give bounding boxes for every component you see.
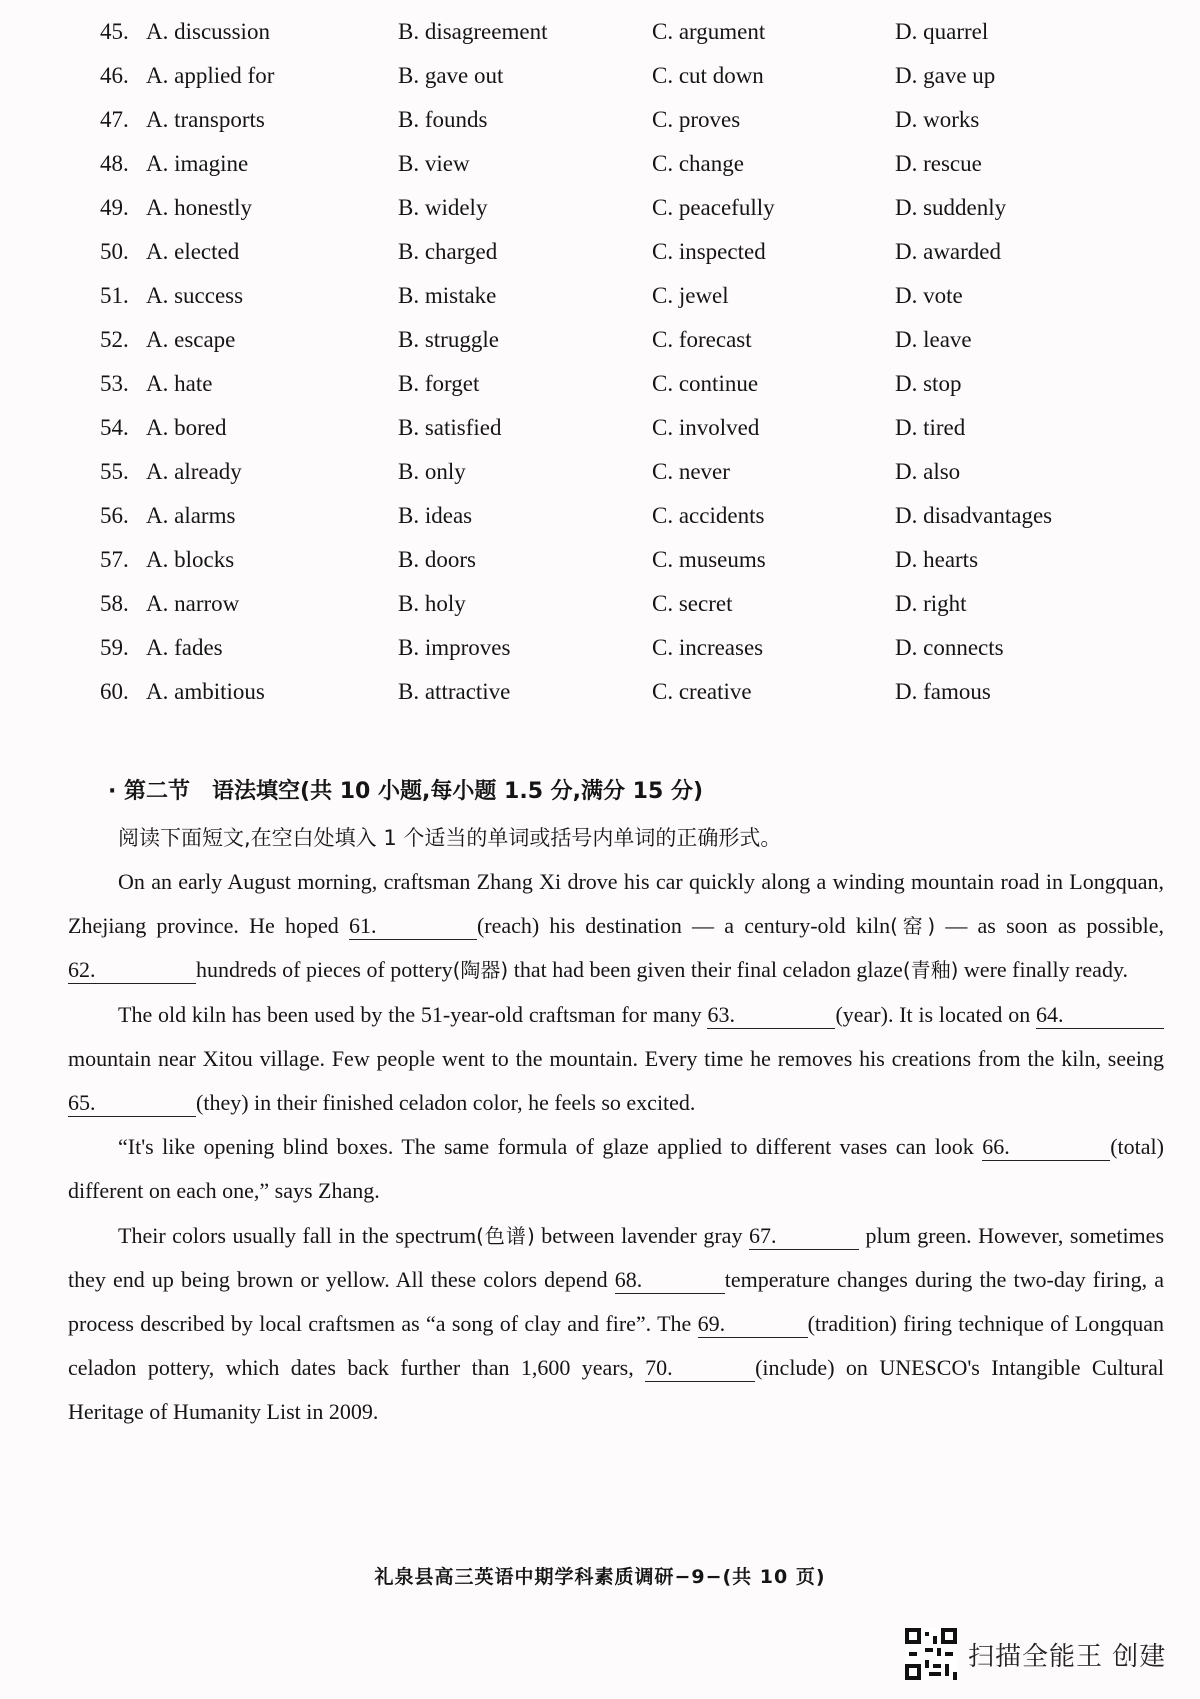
- page-footer: 礼泉县高三英语中期学科素质调研−9−(共 10 页): [374, 1566, 826, 1588]
- option-b[interactable]: B. view: [398, 151, 470, 176]
- option-d[interactable]: D. connects: [895, 635, 1004, 660]
- question-row: [100, 540, 1120, 580]
- question-row: [100, 56, 1120, 96]
- option-b[interactable]: B. ideas: [398, 503, 473, 528]
- option-d[interactable]: D. hearts: [895, 547, 979, 572]
- option-a[interactable]: A. alarms: [146, 503, 236, 528]
- question-number: 60.: [100, 679, 129, 704]
- question-row: [100, 12, 1120, 52]
- passage-text: (tradition) firing technique of Longquan celadon pottery, which dates back further than 1,600 years,: [68, 1311, 1164, 1381]
- question-number: 52.: [100, 327, 129, 352]
- option-c[interactable]: C. jewel: [652, 283, 729, 308]
- passage-paragraph: [68, 1214, 1164, 1435]
- passage-text: Their colors usually fall in the spectrum: [118, 1222, 477, 1248]
- option-d[interactable]: D. right: [895, 591, 967, 616]
- option-a[interactable]: A. success: [146, 283, 244, 308]
- question-number: 48.: [100, 151, 129, 176]
- option-a[interactable]: A. imagine: [146, 151, 249, 176]
- passage-text: (reach) his destination — a century-old kiln: [476, 913, 891, 939]
- option-a[interactable]: A. hate: [146, 371, 213, 396]
- question-row: [100, 188, 1120, 228]
- passage-text: (total) different on each one,” says Zhang.: [68, 1134, 1164, 1204]
- passage-text: between lavender gray: [534, 1222, 749, 1248]
- option-b[interactable]: B. mistake: [398, 283, 497, 308]
- option-b[interactable]: B. doors: [398, 547, 476, 572]
- option-c[interactable]: C. increases: [652, 635, 764, 660]
- option-a[interactable]: A. elected: [146, 239, 240, 264]
- blank-62[interactable]: 62.: [68, 957, 196, 984]
- option-b[interactable]: B. struggle: [398, 327, 499, 352]
- section-instruction: 阅读下面短文,在空白处填入 1 个适当的单词或括号内单词的正确形式。: [118, 826, 782, 850]
- option-a[interactable]: A. blocks: [146, 547, 235, 572]
- question-row: [100, 320, 1120, 360]
- option-c[interactable]: C. change: [652, 151, 744, 176]
- option-c[interactable]: C. continue: [652, 371, 759, 396]
- passage-paragraph: [68, 860, 1164, 993]
- option-b[interactable]: B. widely: [398, 195, 488, 220]
- question-row: [100, 100, 1120, 140]
- blank-70[interactable]: 70.: [645, 1355, 755, 1382]
- option-c[interactable]: C. never: [652, 459, 730, 484]
- blank-69[interactable]: 69.: [698, 1311, 808, 1338]
- question-row: [100, 496, 1120, 536]
- gloss-glaze: (青釉): [902, 958, 959, 983]
- option-d[interactable]: D. disadvantages: [895, 503, 1053, 528]
- passage-paragraph: [68, 993, 1164, 1126]
- option-d[interactable]: D. vote: [895, 283, 963, 308]
- gloss-spectrum: (色谱): [476, 1223, 535, 1248]
- option-c[interactable]: C. involved: [652, 415, 760, 440]
- option-c[interactable]: C. museums: [652, 547, 766, 572]
- option-b[interactable]: B. disagreement: [398, 19, 548, 44]
- passage-text: plum green. However, sometimes they end up being brown or yellow. All these colors depend: [68, 1222, 1164, 1292]
- option-c[interactable]: C. accidents: [652, 503, 765, 528]
- gloss-pottery: (陶器): [452, 958, 509, 983]
- question-number: 49.: [100, 195, 129, 220]
- question-number: 45.: [100, 19, 129, 44]
- option-d[interactable]: D. quarrel: [895, 19, 989, 44]
- passage-text: The old kiln has been used by the 51-year-old craftsman for many: [118, 1001, 708, 1027]
- option-c[interactable]: C. peacefully: [652, 195, 775, 220]
- option-d[interactable]: D. awarded: [895, 239, 1002, 264]
- option-d[interactable]: D. also: [895, 459, 961, 484]
- qr-code-icon: [905, 1628, 957, 1680]
- passage-text: hundreds of pieces of pottery: [196, 957, 453, 983]
- option-d[interactable]: D. tired: [895, 415, 966, 440]
- option-a[interactable]: A. transports: [146, 107, 265, 132]
- question-number: 51.: [100, 283, 129, 308]
- passage-text: On an early August morning, craftsman Zhang Xi drove his car quickly along a winding mountain road in Longquan, Zhejiang province. He hoped: [68, 869, 1164, 939]
- blank-63[interactable]: 63.: [707, 1002, 835, 1029]
- passage-text: temperature changes during the two-day firing, a process described by local craftsmen as “a song of clay and fire”. The: [68, 1266, 1165, 1337]
- passage-text: “It's like opening blind boxes. The same formula of glaze applied to different vases can look: [118, 1134, 983, 1160]
- question-number: 47.: [100, 107, 129, 132]
- option-a[interactable]: A. already: [146, 459, 242, 484]
- question-row: [100, 364, 1120, 404]
- section-title: 第二节 语法填空(共 10 小题,每小题 1.5 分,满分 15 分): [124, 779, 704, 804]
- option-c[interactable]: C. inspected: [652, 239, 766, 264]
- question-row: [100, 276, 1120, 316]
- option-c[interactable]: C. creative: [652, 679, 752, 704]
- passage-text: were finally ready.: [958, 957, 1129, 983]
- option-a[interactable]: A. applied for: [146, 63, 275, 88]
- gloss-kiln: (窑): [890, 914, 936, 939]
- passage-text: (they) in their finished celadon color, he feels so excited.: [196, 1090, 696, 1116]
- option-b[interactable]: B. attractive: [398, 679, 511, 704]
- option-b[interactable]: B. forget: [398, 371, 480, 396]
- question-number: 50.: [100, 239, 129, 264]
- passage-text: that had been given their final celadon glaze: [508, 957, 903, 983]
- option-a[interactable]: A. fades: [146, 635, 223, 660]
- question-row: [100, 584, 1120, 624]
- question-row: [100, 672, 1120, 712]
- blank-61[interactable]: 61.: [349, 913, 477, 940]
- question-number: 59.: [100, 635, 129, 660]
- question-row: [100, 628, 1120, 668]
- option-d[interactable]: D. gave up: [895, 63, 996, 88]
- option-d[interactable]: D. rescue: [895, 151, 982, 176]
- question-number: 56.: [100, 503, 129, 528]
- passage-text: mountain near Xitou village. Few people went to the mountain. Every time he removes his creations from the kiln, seeing: [68, 1045, 1164, 1071]
- option-a[interactable]: A. ambitious: [146, 679, 265, 704]
- option-b[interactable]: B. charged: [398, 239, 498, 264]
- blank-68[interactable]: 68.: [615, 1267, 725, 1294]
- question-number: 46.: [100, 63, 129, 88]
- option-c[interactable]: C. argument: [652, 19, 766, 44]
- option-a[interactable]: A. narrow: [146, 591, 240, 616]
- passage-text: (year). It is located on: [835, 1001, 1036, 1027]
- question-row: [100, 144, 1120, 184]
- option-a[interactable]: A. bored: [146, 415, 227, 440]
- question-number: 54.: [100, 415, 129, 440]
- passage-paragraph: [68, 1125, 1164, 1213]
- option-d[interactable]: D. leave: [895, 327, 972, 352]
- option-a[interactable]: A. discussion: [146, 19, 270, 44]
- option-c[interactable]: C. proves: [652, 107, 741, 132]
- option-c[interactable]: C. forecast: [652, 327, 752, 352]
- option-b[interactable]: B. only: [398, 459, 466, 484]
- blank-65[interactable]: 65.: [68, 1090, 196, 1117]
- scanner-watermark: 扫描全能王 创建: [968, 1642, 1167, 1672]
- option-b[interactable]: B. founds: [398, 107, 488, 132]
- question-number: 53.: [100, 371, 129, 396]
- question-row: [100, 232, 1120, 272]
- option-d[interactable]: D. stop: [895, 371, 962, 396]
- option-d[interactable]: D. suddenly: [895, 195, 1007, 220]
- question-number: 58.: [100, 591, 129, 616]
- question-row: [100, 408, 1120, 448]
- option-c[interactable]: C. secret: [652, 591, 733, 616]
- question-number: 55.: [100, 459, 129, 484]
- option-b[interactable]: B. satisfied: [398, 415, 502, 440]
- question-number: 57.: [100, 547, 129, 572]
- option-a[interactable]: A. escape: [146, 327, 236, 352]
- passage-text: — as soon as possible,: [935, 913, 1165, 939]
- option-b[interactable]: B. gave out: [398, 63, 504, 88]
- passage: [68, 860, 1164, 1435]
- blank-66[interactable]: 66.: [982, 1134, 1110, 1161]
- option-a[interactable]: A. honestly: [146, 195, 253, 220]
- option-d[interactable]: D. famous: [895, 679, 991, 704]
- section-heading: [108, 772, 1008, 812]
- passage-text: (include) on UNESCO's Intangible Cultural Heritage of Humanity List in 2009.: [68, 1355, 1164, 1425]
- option-c[interactable]: C. cut down: [652, 63, 764, 88]
- blank-64[interactable]: 64.: [1036, 1002, 1164, 1029]
- blank-67[interactable]: 67.: [749, 1223, 859, 1250]
- option-b[interactable]: B. holy: [398, 591, 466, 616]
- option-b[interactable]: B. improves: [398, 635, 511, 660]
- option-d[interactable]: D. works: [895, 107, 980, 132]
- question-row: [100, 452, 1120, 492]
- section-bullet: ·: [108, 779, 117, 804]
